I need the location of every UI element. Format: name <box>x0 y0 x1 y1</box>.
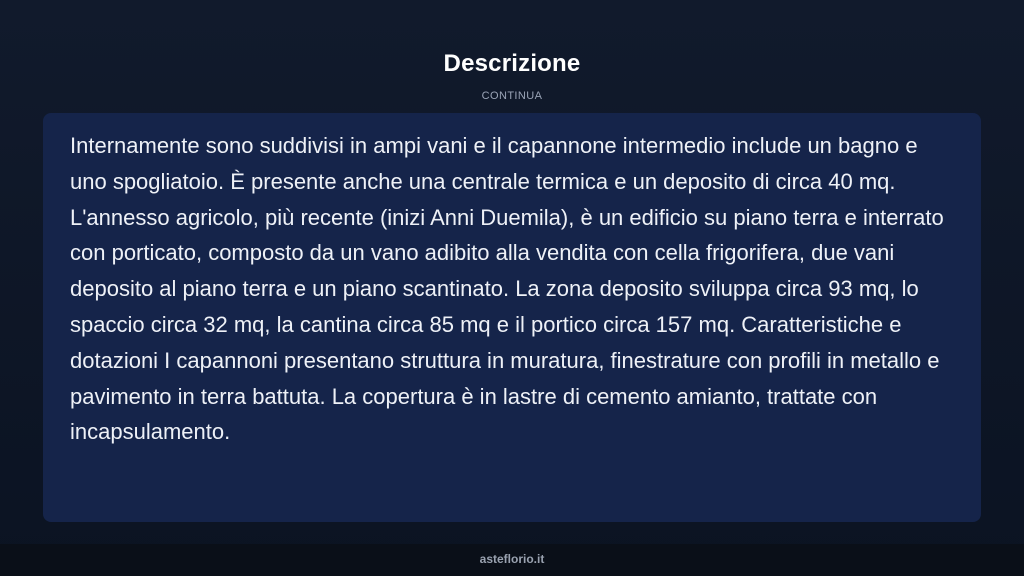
site-name: asteflorio.it <box>479 552 545 566</box>
page-title: Descrizione <box>443 50 581 77</box>
description-card <box>43 113 981 522</box>
description-text: Internamente sono suddivisi in ampi vani e il capannone intermedio include un bagno e uno spogliatoio. È presente anche una centrale termica e un deposito di circa 40 mq. L'annesso agricolo, più recente (inizi Anni Duemila), è un edificio su piano terra e interrato con porticato, composto da un vano adibito alla vendita con cella frigorifera, due vani deposito al piano terra e un piano scantinato. La zona deposito sviluppa circa 93 mq, lo spaccio circa 32 mq, la cantina circa 85 mq e il portico circa 157 mq. Caratteristiche e dotazioni I capannoni presentano struttura in muratura, finestrature con profili in metallo e pavimento in terra battuta. La copertura è in lastre di cemento amianto, trattate con incapsulamento. <box>70 133 944 445</box>
footer-bar <box>0 544 1024 576</box>
page-subtitle: CONTINUA <box>481 90 543 102</box>
